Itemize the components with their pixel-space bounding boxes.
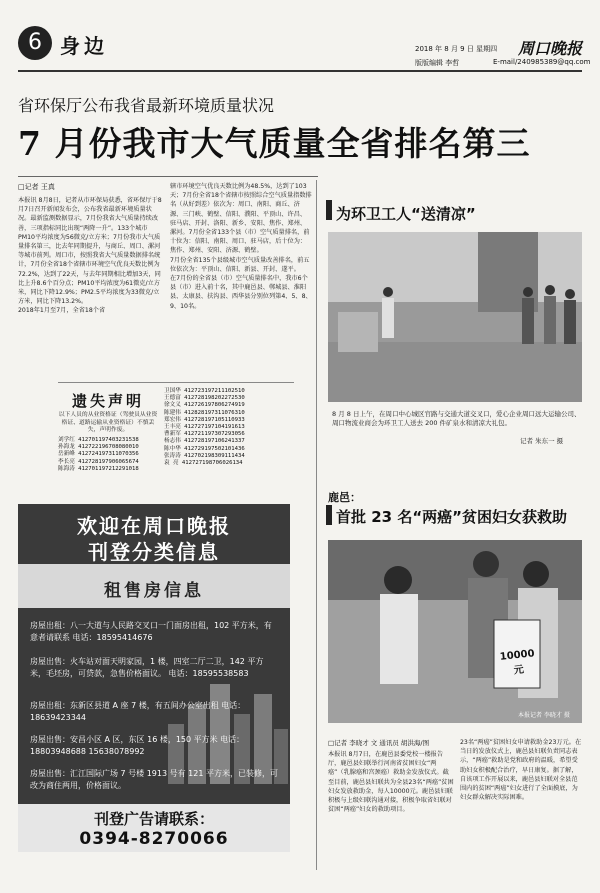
ad-contact-phone: 0394-8270066 <box>79 829 229 849</box>
street-scene-image <box>328 232 582 402</box>
lost-entry: 王丰亮 412727197104191613 <box>164 424 245 431</box>
lost-entry: 陈建伟 412828197311076310 <box>164 409 245 416</box>
lost-notice-intro: 以下人员的从业资格证（驾驶员从业资格证、道路运输从业资格证）不慎丢失，声明作废。 <box>58 412 158 434</box>
story2-title: 为环卫工人“送清凉” <box>336 205 476 223</box>
lead-body-text: 2018年1月至7月，全省18个省 <box>18 307 106 315</box>
issue-date: 2018 年 8 月 9 日 星期四 <box>415 45 498 53</box>
lead-body-text: 本报讯 8月8日，记者从市环保局获悉，省环保厅于8月7日召开新闻发布会，公布我省最新环境质量状况。最新监测数据显示，7月份我省大气质量持续改善，三项指标同比出现“两降一升”。133个城市PM10平均浓度为56微克/立方米；7月份我市大气质量排名第三，比去年同期提升，与商丘、周口、漯河等城市前列。周口市，按照我省大气质量数据排名统计，7月份全省18个省辖市环境空气优良天数比例为72.2%，达到了22天，与去年同期相比增加3天，同比上升8.6个百分点；PM10平均浓度为61微克/立方米，同比下降12.9%；PM2.5平均浓度为33微克/立方米，同比下降13.2%。 <box>18 197 162 306</box>
story2-caption: 8 月 8 日上午，在周口中心城区官路与交通大道交叉口，爱心企业周口远大运输公司、周口物流业商会为环卫工人送去 200 件矿泉水和清凉大礼包。 <box>332 410 581 427</box>
lost-entry: 岳新峰 412724197311070356 <box>58 451 139 458</box>
lost-entry: 陈海涛 412701197212291018 <box>58 465 139 472</box>
ad-headline: 刊登分类信息 <box>88 540 220 564</box>
story3-photo <box>328 540 582 723</box>
lead-headline: 7 月份我市大气质量全省排名第三 <box>18 124 531 163</box>
lost-entry: 李长亮 412728197906065674 <box>58 458 139 465</box>
contact-email: E-mail/240985389@qq.com <box>493 58 591 66</box>
lost-notice-list-left <box>58 437 158 473</box>
lost-entry: 徐文义 412726197806274919 <box>164 402 245 409</box>
ad-listing: 房屋出售：火车站对面天明家园，1 楼，四室二厅二卫，142 平方米，毛坯房，可贷款，急售价格面议。 电话：18595538583 <box>30 657 264 678</box>
lead-body-column-2 <box>170 182 312 311</box>
column-divider <box>316 180 317 870</box>
ceremony-image <box>328 540 582 723</box>
lost-entry: 卫国华 412723197211102510 <box>164 388 245 394</box>
lead-body-column-1 <box>18 196 164 316</box>
ad-listing: 房屋出租：东新区县道 A 座 7 楼，有五间办公室出租 电话：18639423344 <box>30 701 246 722</box>
lead-byline: □记者 王真 <box>18 183 55 191</box>
lost-entry: 袁 亮 412727198706026134 <box>164 460 243 467</box>
ad-listing: 房屋出售：安昌小区 A 区，东区 16 楼，150 平方米 电话：18803948688 15638078992 <box>30 735 245 756</box>
classified-ad <box>18 504 290 852</box>
lost-notice-list-right <box>164 388 294 467</box>
lead-divider <box>18 176 318 177</box>
lost-entry: 杨志伟 412728197106241337 <box>164 438 245 445</box>
lead-body-text: 在7月份的全省县（市）空气质量排名中，我市6个县（市）进入前十名，其中鹿邑县、郸城县、淮阳县、太康县、扶沟县、西华县分别位列第4、5、8、9、10名。 <box>170 275 312 310</box>
lost-entry: 刘学红 412701197403231538 <box>58 437 139 443</box>
story3-body-column-2: 23名“两癌”贫困妇女申请救助金23万元。在当日的发放仪式上，鹿邑县妇联负责同志表示，“两癌”救助是党和政府的温暖，希望受助妇女积极配合治疗，早日康复。据了解，自该项工作开展以来，鹿邑县妇联对全县范围内的贫困“两癌”妇女进行了全面摸底，为妇女群众解决实际困难。 <box>460 739 582 802</box>
ad-listing: 房屋出售：汇江国际广场 7 号楼 1913 号有 121 平方米，已装修，可改为商住两用，价格面议。 <box>30 769 278 790</box>
story2-photo-credit: 记者 朱东一 摄 <box>520 437 564 445</box>
editor-credit: 版版编辑 李哲 <box>415 59 460 67</box>
lost-entry: 张涛涛 412702198309111434 <box>164 452 245 459</box>
lost-entry: 孙海龙 412722196708080010 <box>58 444 139 451</box>
lost-entry: 王德富 412728198202272530 <box>164 395 245 402</box>
header-divider <box>18 70 582 72</box>
lost-entry: 郑宏伟 412728197105110933 <box>164 416 245 423</box>
story3-body-column-1: 本报讯 8月7日，在鹿邑县委党校一楼报告厅，鹿邑县妇联举行河南省贫困妇女“两癌”（乳腺癌和宫颈癌）救助金发放仪式。截至目前，鹿邑县妇联共为全县23名“两癌”贫困妇女发放救助金，每人10000元。鹿邑县妇联积极与上级妇联沟通对接，积极争取省妇联对贫困“两癌”妇女的救助项目。 <box>328 751 454 814</box>
ad-headline: 欢迎在周口晚报 <box>77 514 231 538</box>
ad-listing: 房屋出租：八一大道与人民路交叉口一门面房出租，102 平方米，有意者请联系 电话：18595414676 <box>30 621 272 642</box>
title-marker <box>326 505 332 525</box>
section-title: 身边 <box>60 34 108 58</box>
ad-contact-block <box>18 804 290 852</box>
lost-entry: 曹新军 412721197307293056 <box>164 431 245 438</box>
story3-title: 首批 23 名“两癌”贫困妇女获救助 <box>336 508 568 526</box>
story3-photo-credit: 本报记者 李晓才 摄 <box>518 712 570 719</box>
donation-banner-amount: 10000元 <box>499 648 536 677</box>
lead-kicker: 省环保厅公布我省最新环境质量状况 <box>18 96 275 115</box>
ad-contact-label: 刊登广告请联系： <box>93 810 214 828</box>
story3-kicker: 鹿邑： <box>328 491 361 504</box>
title-marker <box>326 200 332 220</box>
ad-subtitle: 租售房信息 <box>104 581 204 601</box>
story2-photo <box>328 232 582 402</box>
lost-entry: 陈中华 412729197502101436 <box>164 445 245 452</box>
lost-notice-title: 遗失声明 <box>71 392 144 410</box>
page-number-badge: 6 <box>18 26 52 60</box>
lead-body-text: 辖市环境空气优良天数比例为48.5%，达到了103天；7月份全省18个省辖市按照综合空气质量指数排名（从好到差）依次为：周口、南阳、商丘、济源、三门峡、鹤壁、信阳、濮阳、平顶山、许昌、驻马店、开封、洛阳、新乡、安阳、焦作、郑州、漯河。7月份全省133个县（市）空气质量排名，前十位为：信阳、南阳、周口、驻马店，后十位为：焦作、郑州、安阳、济源、鹤壁。 <box>170 183 312 255</box>
newspaper-logo: 周口晚报 <box>518 39 583 58</box>
story3-byline: □记者 李晓才 文 通讯员 胡洪海/图 <box>328 739 430 747</box>
lead-body-text: 7月份全省135个县级城市空气质量改善排名，前五位依次为：平顶山、信阳、新县、开封、遂平。 <box>170 256 310 273</box>
